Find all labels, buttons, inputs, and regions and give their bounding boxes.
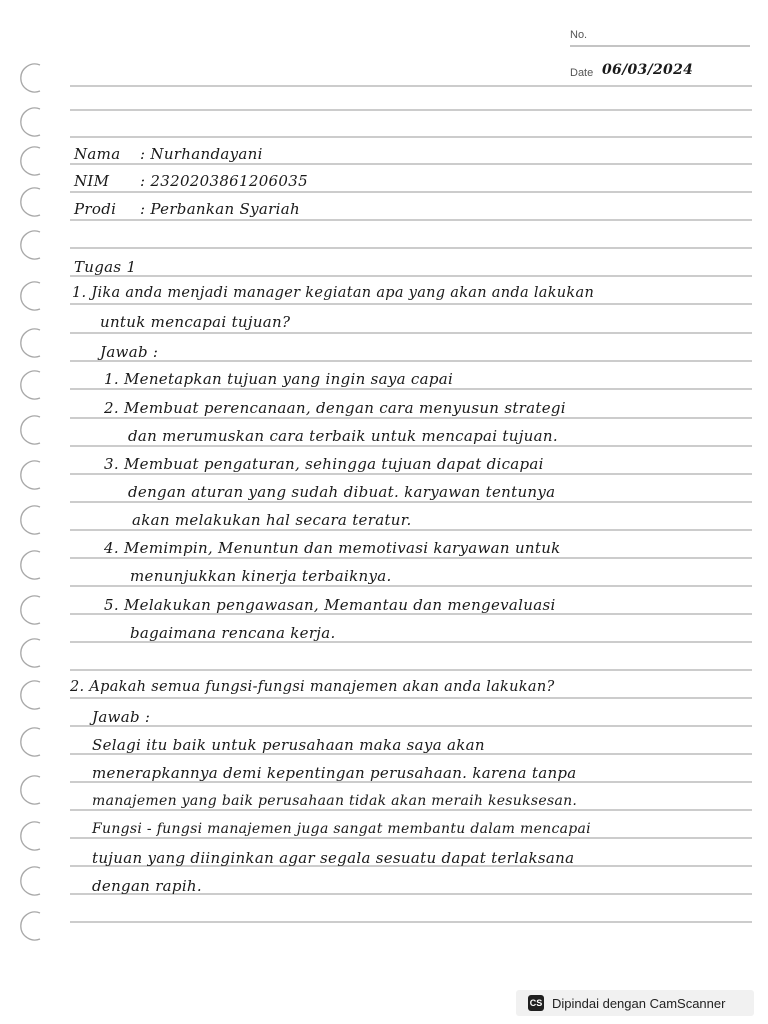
binder-hole-icon — [21, 231, 40, 259]
binder-hole-icon — [21, 188, 40, 216]
q1-answer-line: 1. Menetapkan tujuan yang ingin saya capai — [104, 370, 454, 388]
q1-answer-line: 3. Membuat pengaturan, sehingga tujuan dapat dicapai — [104, 455, 544, 473]
binder-hole-icon — [21, 728, 40, 756]
binder-hole-icon — [21, 867, 40, 895]
q2-answer-line: Fungsi - fungsi manajemen juga sangat membantu dalam mencapai — [92, 821, 591, 837]
binder-hole-icon — [21, 912, 40, 940]
binder-hole-icon — [21, 551, 40, 579]
q1-answer-line: menunjukkan kinerja terbaiknya. — [130, 567, 392, 585]
q2-answer-line: Selagi itu baik untuk perusahaan maka saya akan — [92, 736, 485, 754]
binder-hole-icon — [21, 776, 40, 804]
q1-question-line-1: 1. Jika anda menjadi manager kegiatan apa yang akan anda lakukan — [72, 285, 595, 301]
q2-answer-label: Jawab : — [92, 708, 151, 726]
camscanner-logo-icon: CS — [528, 995, 544, 1011]
binder-hole-icon — [21, 416, 40, 444]
binder-hole-icon — [21, 371, 40, 399]
nim-value: : 2320203861206035 — [140, 172, 308, 190]
name-value: : Nurhandayani — [140, 145, 263, 163]
q1-answer-line: dengan aturan yang sudah dibuat. karyawan tentunya — [128, 483, 556, 501]
binder-hole-icon — [21, 639, 40, 667]
q1-answer-line: bagaimana rencana kerja. — [130, 624, 336, 642]
name-label: Nama — [74, 145, 121, 163]
binder-hole-icon — [21, 282, 40, 310]
camscanner-text: Dipindai dengan CamScanner — [552, 995, 726, 1011]
q1-answer-line: 2. Membuat perencanaan, dengan cara menyusun strategi — [104, 399, 566, 417]
q1-question-line-2: untuk mencapai tujuan? — [100, 313, 291, 331]
no-label: No. — [570, 29, 588, 41]
q1-answer-line: akan melakukan hal secara teratur. — [132, 511, 412, 529]
binder-hole-icon — [21, 329, 40, 357]
binder-hole-icon — [21, 506, 40, 534]
q1-answer-label: Jawab : — [100, 343, 159, 361]
binder-hole-icon — [21, 822, 40, 850]
task-title: Tugas 1 — [74, 258, 137, 276]
q1-answer-line: 5. Melakukan pengawasan, Memantau dan mengevaluasi — [104, 596, 556, 614]
q1-answer-line: 4. Memimpin, Menuntun dan memotivasi karyawan untuk — [104, 539, 561, 557]
prodi-label: Prodi — [74, 200, 117, 218]
prodi-value: : Perbankan Syariah — [140, 200, 300, 218]
q2-answer-line: menerapkannya demi kepentingan perusahaan. karena tanpa — [92, 764, 577, 782]
camscanner-badge — [516, 990, 754, 1016]
binder-hole-icon — [21, 147, 40, 175]
binder-hole-icon — [21, 461, 40, 489]
binder-hole-icon — [21, 108, 40, 136]
date-value: 06/03/2024 — [602, 62, 694, 78]
nim-label: NIM — [74, 172, 110, 190]
binder-hole-icon — [21, 596, 40, 624]
binder-hole-icon — [21, 681, 40, 709]
q2-answer-line: dengan rapih. — [92, 877, 202, 895]
date-label: Date — [570, 67, 594, 79]
q2-answer-line: tujuan yang diinginkan agar segala sesuatu dapat terlaksana — [92, 849, 575, 867]
q2-answer-line: manajemen yang baik perusahaan tidak akan meraih kesuksesan. — [92, 793, 578, 809]
binder-hole-icon — [21, 64, 40, 92]
q2-question: 2. Apakah semua fungsi-fungsi manajemen akan anda lakukan? — [70, 679, 555, 695]
q1-answer-line: dan merumuskan cara terbaik untuk mencapai tujuan. — [128, 427, 558, 445]
